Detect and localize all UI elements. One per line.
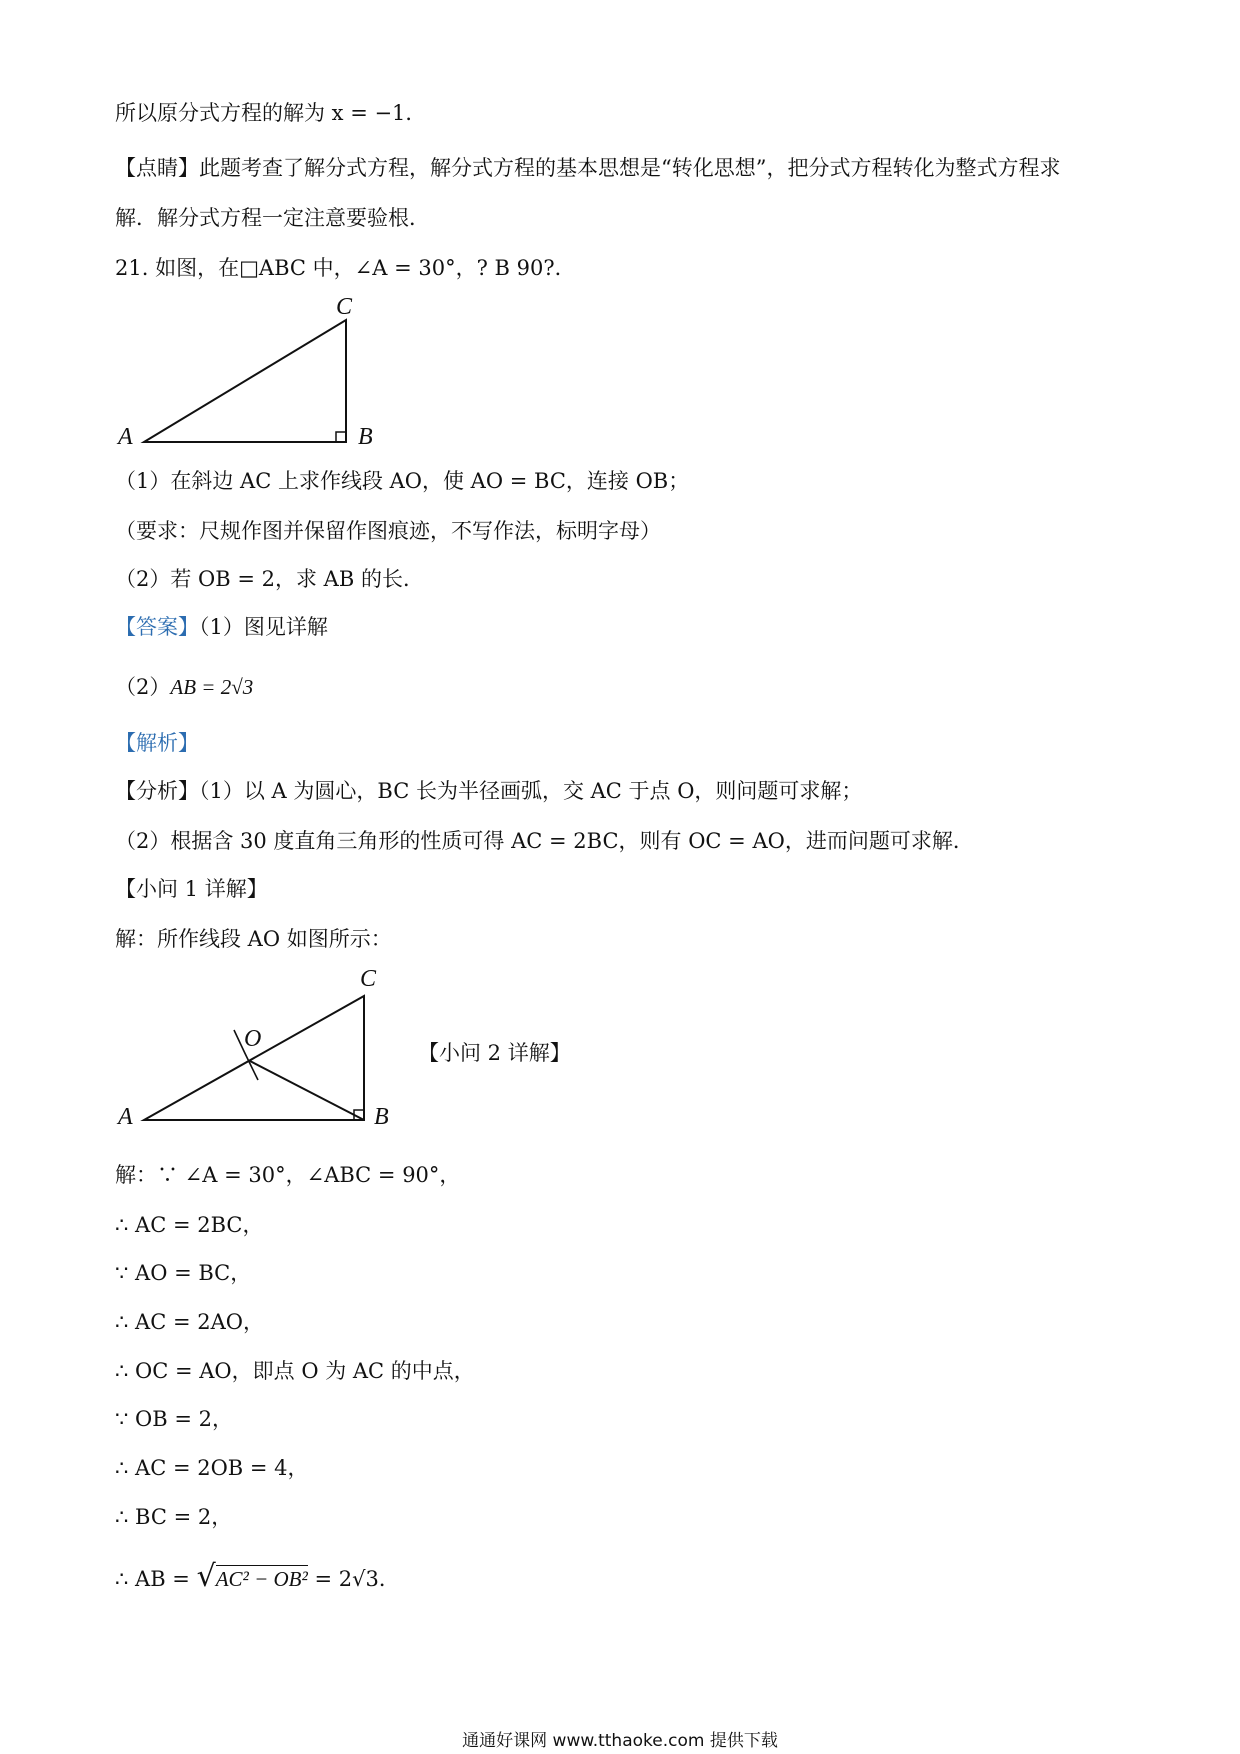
solution-step-9-radicand: AC² − OB² — [215, 1567, 308, 1591]
segment-ob — [250, 1061, 364, 1120]
label-b-2: B — [374, 1104, 389, 1130]
analysis-heading: 【解析】 — [115, 731, 199, 755]
solution-1-text: 解：所作线段 AO 如图所示： — [115, 927, 392, 951]
solution-step-9-suffix: = 2√3． — [307, 1567, 400, 1591]
solution-step-4: ∴ AC = 2AO， — [115, 1310, 264, 1334]
triangle-abc — [144, 320, 346, 442]
label-c-2: C — [360, 966, 377, 992]
analysis-line-2: （2）根据含 30 度直角三角形的性质可得 AC = 2BC，则有 OC = AO，进而问题可求解． — [115, 829, 974, 853]
text-line-1: 所以原分式方程的解为 x = −1． — [115, 101, 427, 125]
label-a: A — [118, 424, 133, 450]
solution-step-9 — [115, 1559, 400, 1594]
sqrt-sign-icon: √ — [196, 1559, 216, 1594]
right-angle-mark — [336, 432, 346, 442]
answer-part-1: （1）图见详解 — [199, 615, 328, 639]
question-part-2: （2）若 OB = 2，求 AB 的长． — [115, 567, 424, 591]
subquestion-1-heading: 【小问 1 详解】 — [115, 877, 268, 901]
solution-step-8: ∴ BC = 2， — [115, 1505, 233, 1529]
triangle-figure-1 — [110, 292, 373, 450]
triangle-figure-2 — [110, 968, 410, 1138]
triangle-abc-2 — [144, 996, 364, 1120]
solution-step-1: 解：∵ ∠A = 30°，∠ABC = 90°， — [115, 1163, 461, 1187]
solution-step-6: ∵ OB = 2， — [115, 1407, 233, 1431]
analysis-line-1: 【分析】（1）以 A 为圆心，BC 长为半径画弧，交 AC 于点 O，则问题可求解； — [115, 779, 863, 803]
question-part-1: （1）在斜边 AC 上求作线段 AO，使 AO = BC，连接 OB； — [115, 469, 690, 493]
solution-step-3: ∵ AO = BC， — [115, 1261, 252, 1285]
answer-line-2 — [115, 672, 253, 702]
solution-step-2: ∴ AC = 2BC， — [115, 1213, 264, 1237]
question-21-stem: 21. 如图，在□ABC 中，∠A = 30°，? B 90?． — [115, 256, 576, 280]
solution-step-5: ∴ OC = AO，即点 O 为 AC 的中点， — [115, 1359, 475, 1383]
page-footer: 通通好课网 www.tthaoke.com 提供下载 — [462, 1731, 778, 1751]
label-c: C — [336, 294, 353, 320]
text-line-2: 【点睛】此题考查了解分式方程，解分式方程的基本思想是“转化思想”，把分式方程转化为整式方程求 — [115, 156, 1061, 180]
answer-line-1 — [115, 612, 328, 642]
label-b: B — [358, 424, 373, 450]
question-requirement: （要求：尺规作图并保留作图痕迹，不写作法，标明字母） — [115, 519, 661, 543]
answer-tag: 【答案】 — [115, 615, 199, 639]
answer-part-2-label: （2） — [115, 675, 171, 699]
text-line-3: 解．解分式方程一定注意要验根． — [115, 206, 430, 230]
solution-step-9-prefix: ∴ AB = — [115, 1567, 197, 1591]
solution-step-7: ∴ AC = 2OB = 4， — [115, 1456, 309, 1480]
answer-part-2-math: AB = 2√3 — [170, 675, 254, 699]
label-o: O — [244, 1026, 262, 1052]
subquestion-2-heading: 【小问 2 详解】 — [418, 1041, 571, 1065]
label-a-2: A — [118, 1104, 133, 1130]
